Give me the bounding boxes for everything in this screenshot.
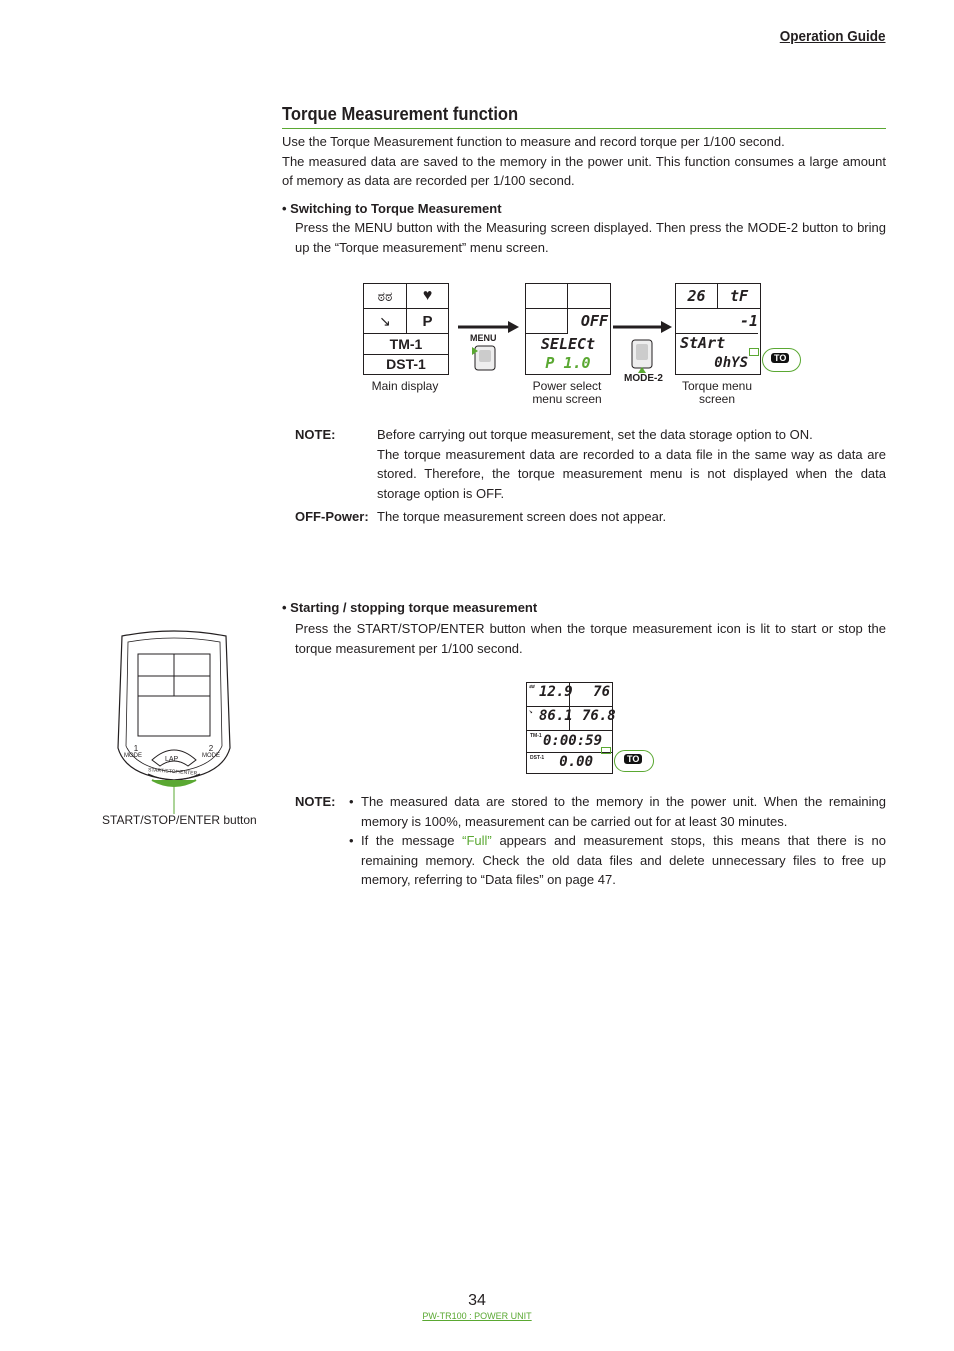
footer-brand-link[interactable]: PW-TR100 : POWER UNIT [422, 1311, 532, 1321]
switching-body: Press the MENU button with the Measuring screen displayed. Then press the MODE-2 button to bring up the “Torque measurement” menu screen. [295, 220, 886, 255]
note2-item-2-post: appears and measurement stops, this means that there is no remaining memory. Check the old data files and delete unnecessary files to free up memory, referring to “Data files” on page 47. [361, 833, 886, 887]
off-value: OFF [580, 312, 608, 330]
note2-item-1: • The measured data are stored to the memory in the power unit. When the remaining memory is 100%, measurement can be carried out for at least 30 minutes. [349, 792, 886, 831]
intro-line-1: Use the Torque Measurement function to measure and record torque per 1/100 second. [282, 134, 785, 149]
offpower-text: The torque measurement screen does not appear. [377, 509, 667, 524]
mode1-label: MODE [124, 753, 142, 759]
p10-value: P 1.0 [545, 354, 591, 372]
to-badge: TO [771, 353, 789, 363]
power-select-caption-1: Power select [532, 379, 602, 393]
arrow-right-icon-2 [613, 320, 673, 334]
start-stop-enter-label: START/STOP/ENTER [147, 767, 198, 777]
select-value: SELECt [540, 335, 596, 353]
note2-item-2-pre: If the message [361, 833, 463, 848]
mode1-number: 1 [133, 744, 139, 753]
time-value: 0:00:59 [543, 733, 603, 749]
note2-item-2 [349, 831, 886, 890]
torque-menu-caption [672, 380, 762, 406]
device-caption: START/STOP/ENTER button [102, 813, 257, 827]
torque-menu-caption-2: screen [698, 392, 736, 406]
speed-value: 12.9 [539, 684, 573, 700]
lap-button[interactable]: LAP [165, 756, 179, 763]
cycle-computer-illustration [112, 628, 236, 788]
tm-mini-label: TM-1 [530, 733, 542, 739]
switching-heading: • Switching to Torque Measurement [282, 201, 502, 216]
power-select-caption-2: menu screen [532, 392, 602, 406]
note1-text [377, 425, 886, 503]
bike-mini-icon: ಠಠ [529, 684, 535, 690]
mode1-button[interactable] [130, 744, 142, 753]
to-badge-2: TO [624, 754, 642, 764]
power-select-caption [520, 380, 614, 406]
power-value: 76.8 [582, 708, 616, 724]
mode2-label: MODE-2 [624, 373, 663, 384]
offpower-label: OFF-Power: [295, 509, 369, 524]
tm-label: TM-1 [364, 334, 448, 355]
torque-r1b: tF [718, 284, 760, 309]
dst-label: DST-1 [386, 356, 426, 372]
mode2-device-label: MODE [202, 753, 220, 759]
bike-icon: ಠಠ [364, 284, 407, 309]
intro-text [282, 132, 886, 191]
note1-label: NOTE: [295, 427, 336, 442]
torque-r3: StArt [680, 334, 726, 352]
to-mini-icon [749, 348, 759, 356]
page-title: Torque Measurement function [282, 104, 519, 124]
cadence-value: 86.1 [539, 708, 573, 724]
title-rule [282, 128, 886, 129]
main-display-lcd [363, 283, 449, 375]
main-display-caption: Main display [371, 379, 439, 393]
mode2-button[interactable] [205, 744, 217, 753]
torque-r2: -1 [676, 309, 758, 334]
menu-label: MENU [470, 333, 497, 343]
starting-heading-text: Starting / stopping torque measurement [290, 600, 538, 615]
mode2-button-icon [630, 338, 656, 374]
starting-body: Press the START/STOP/ENTER button when the torque measurement icon is lit to start or stop the torque measurement per 1/100 second. [295, 621, 886, 656]
cadence-icon: ↘ [364, 309, 407, 334]
torque-r1a: 26 [676, 284, 718, 309]
distance-value: 0.00 [559, 754, 593, 770]
intro-line-2: The measured data are saved to the memory in the power unit. This function consumes a large amount of memory as data are recorded per 1/100 second. [282, 153, 886, 188]
arrow-right-icon [458, 320, 520, 334]
mode2-number: 2 [208, 744, 214, 753]
to-mini-icon-2 [601, 747, 611, 754]
note1-line-1: Before carrying out torque measurement, set the data storage option to ON. [377, 427, 813, 442]
switching-heading-text: Switching to Torque Measurement [290, 201, 502, 216]
measuring-screen-lcd [526, 682, 616, 774]
torque-menu-lcd [675, 283, 761, 375]
note2-label: NOTE: [295, 794, 336, 809]
full-message: “Full” [462, 833, 492, 848]
dst-mini-label: DST-1 [530, 755, 545, 761]
note2-list [349, 792, 886, 890]
torque-menu-caption-1: Torque menu [681, 379, 753, 393]
heart-value: 76 [593, 684, 610, 700]
menu-button-icon [472, 344, 498, 374]
callout-line [172, 786, 176, 814]
power-label: P [407, 309, 448, 334]
section-header: Operation Guide [780, 28, 886, 45]
power-select-lcd [525, 283, 611, 375]
page-number: 34 [468, 1292, 486, 1309]
note1-line-2: The torque measurement data are recorded to a data file in the same way as data are stored. Therefore, the torque measurement menu is not displayed when the data storage option is OFF. [377, 446, 886, 501]
cadence-mini-icon: ↘ [529, 708, 533, 715]
torque-r4: 0hYS [714, 355, 748, 371]
starting-heading: • Starting / stopping torque measurement [282, 600, 538, 615]
heart-icon: ♥ [407, 284, 448, 309]
